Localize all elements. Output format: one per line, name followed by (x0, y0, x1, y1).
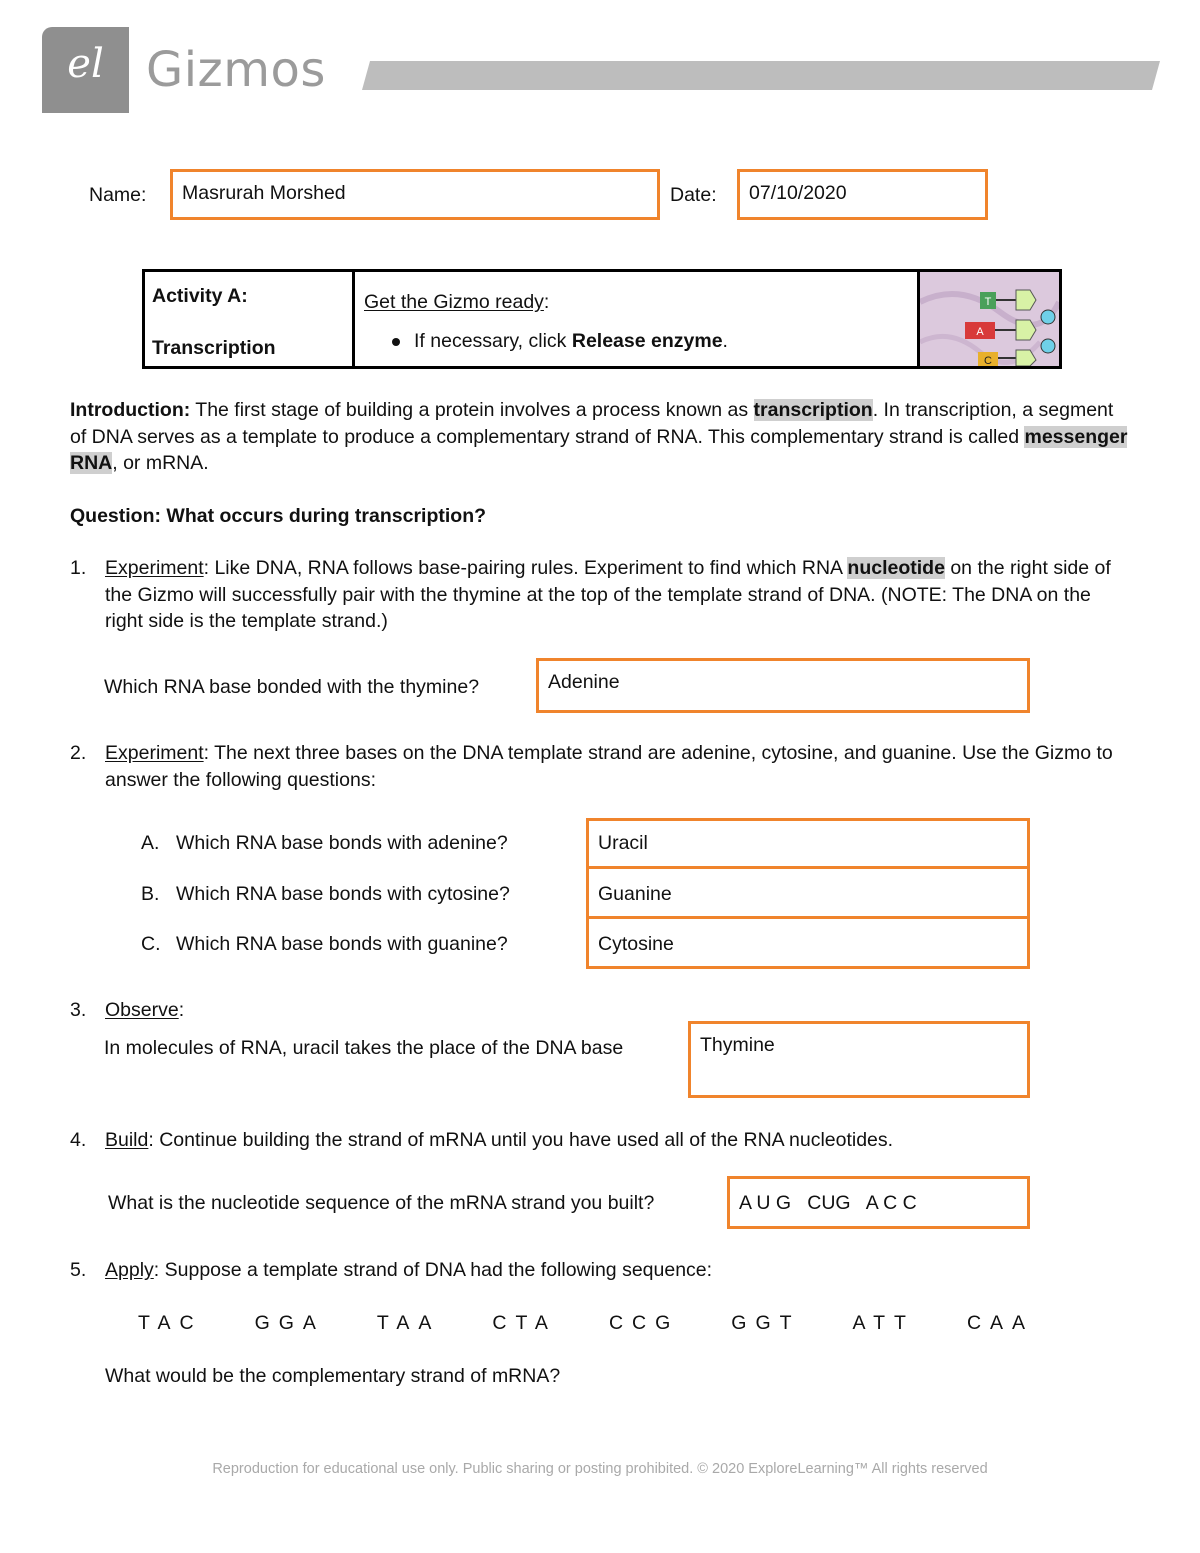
q2a-letter: A. (141, 832, 160, 854)
activity-subtitle: Transcription (152, 337, 276, 359)
q1-label: Experiment (105, 557, 204, 579)
q4-prompt: What is the nucleotide sequence of the mRNA strand you built? (108, 1192, 655, 1214)
codon: CCG (608, 1312, 680, 1334)
svg-text:A: A (976, 326, 984, 338)
dna-sequence (138, 1312, 1086, 1335)
q2b-answer-field[interactable]: Guanine (586, 866, 1030, 919)
term-transcription: transcription (753, 399, 873, 421)
activity-title: Activity A: (152, 285, 248, 307)
name-label: Name: (89, 184, 147, 206)
header-bar (362, 61, 1160, 90)
codon: ATT (852, 1312, 915, 1334)
name-field[interactable]: Masrurah Morshed (170, 169, 660, 220)
q2b-letter: B. (141, 883, 160, 905)
explorelearning-logo (42, 27, 129, 113)
q1-prompt: Which RNA base bonded with the thymine? (104, 676, 480, 698)
q2c-answer-field[interactable]: Cytosine (586, 916, 1030, 969)
q3-label: Observe (105, 999, 179, 1021)
q2-label: Experiment (105, 742, 204, 764)
q1-number: 1. (70, 557, 87, 579)
question-heading: Question: What occurs during transcription? (70, 505, 487, 527)
logo-mark: el (67, 41, 104, 87)
q5-prompt: What would be the complementary strand of mRNA? (105, 1365, 561, 1387)
q4-text: Build: Continue building the strand of mRNA until you have used all of the RNA nucleotides. (105, 1129, 894, 1151)
q4-answer-field[interactable]: A U G CUG A C C (727, 1176, 1030, 1229)
brand-title: Gizmos (146, 42, 326, 98)
q1-answer-field[interactable]: Adenine (536, 658, 1030, 713)
q1-text: Experiment: Like DNA, RNA follows base-pairing rules. Experiment to find which RNA nucleotide on the right side of the Gizmo will successfully pair with the thymine at the top of the template strand of DNA. (NOTE: The DNA on the right side is the template strand.) (105, 557, 1111, 632)
q3-answer-field[interactable]: Thymine (688, 1021, 1030, 1098)
q2-number: 2. (70, 742, 87, 764)
introduction-paragraph: Introduction: The first stage of building a protein involves a process known as transcription. In transcription, a segment of DNA serves as a template to produce a complementary strand of RNA. This complementary strand is called messenger RNA, or mRNA. (70, 399, 1128, 474)
q4-number: 4. (70, 1129, 87, 1151)
q4-label: Build (105, 1129, 149, 1151)
intro-label: Introduction: (70, 399, 191, 421)
svg-text:C: C (984, 355, 992, 366)
q5-number: 5. (70, 1259, 87, 1281)
release-enzyme-text: Release enzyme (571, 330, 723, 352)
codon: GGT (731, 1312, 801, 1334)
q2c-letter: C. (141, 933, 161, 955)
gizmo-ready-heading: Get the Gizmo ready: (364, 291, 550, 313)
q5-text: Apply: Suppose a template strand of DNA had the following sequence: (105, 1259, 713, 1281)
date-field[interactable]: 07/10/2020 (737, 169, 988, 220)
date-label: Date: (670, 184, 717, 206)
q5-label: Apply (105, 1259, 154, 1281)
q3-heading: Observe: (105, 999, 185, 1021)
codon: TAC (138, 1312, 203, 1334)
term-nucleotide: nucleotide (847, 557, 945, 579)
q2a-answer-field[interactable]: Uracil (586, 818, 1030, 869)
bullet-item: If necessary, click Release enzyme. (392, 330, 728, 353)
gizmo-nucleotide-image (920, 272, 1059, 366)
footer-copyright: Reproduction for educational use only. Public sharing or posting prohibited. © 2020 ExploreLearning™ All rights reserved (212, 1461, 988, 1477)
codon: GGA (254, 1312, 325, 1334)
q2b-prompt: Which RNA base bonds with cytosine? (176, 883, 510, 905)
svg-text:T: T (984, 296, 992, 308)
table-divider (352, 269, 355, 369)
term-messenger-rna: messenger RNA (70, 425, 1128, 474)
q3-number: 3. (70, 999, 87, 1021)
q2c-prompt: Which RNA base bonds with guanine? (176, 933, 508, 955)
q2-text: Experiment: The next three bases on the DNA template strand are adenine, cytosine, and guanine. Use the Gizmo to answer the following questions: (105, 742, 1113, 791)
codon: TAA (376, 1312, 441, 1334)
gizmo-ready-label: Get the Gizmo ready (364, 291, 544, 313)
q3-prompt: In molecules of RNA, uracil takes the place of the DNA base (104, 1037, 624, 1059)
codon: CAA (966, 1312, 1035, 1334)
bullet-icon (392, 338, 400, 346)
q2a-prompt: Which RNA base bonds with adenine? (176, 832, 508, 854)
codon: CTA (492, 1312, 557, 1334)
